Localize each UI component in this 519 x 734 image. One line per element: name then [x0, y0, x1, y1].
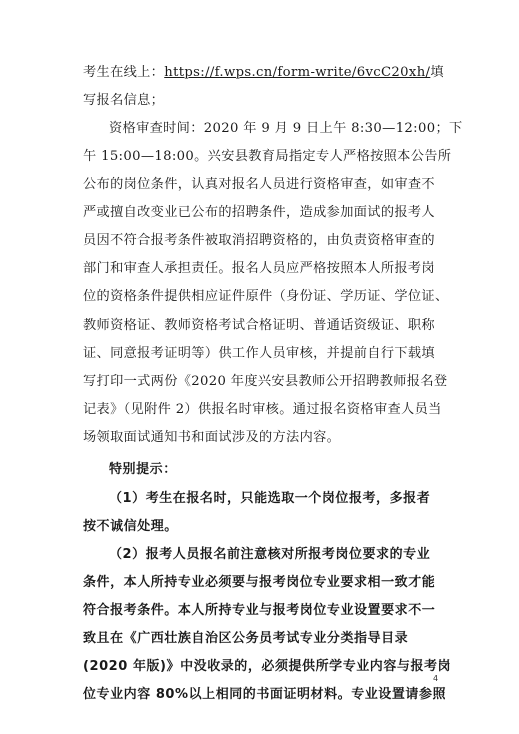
document-line: （2）报考人员报名前注意核对所报考岗位要求的专业: [109, 547, 431, 562]
document-line: 场领取面试通知书和面试涉及的方法内容。: [83, 430, 341, 445]
document-line: 位的资格条件提供相应证件原件（身份证、学历证、学位证、: [83, 289, 449, 304]
document-line: 写打印一式两份《2020 年度兴安县教师公开招聘教师报名登: [83, 374, 448, 389]
document-line: 证、同意报考证明等）供工作人员审核，并提前自行下载填: [83, 346, 435, 361]
document-line: 条件，本人所持专业必须要与报考岗位专业要求相一致才能: [83, 575, 436, 590]
document-line: 记表》（见附件 2）供报名时审核。通过报名资格审查人员当: [83, 402, 442, 417]
document-line: 位专业内容 80%以上相同的书面证明材料。专业设置请参照: [83, 687, 447, 702]
form-link[interactable]: https://f.wps.cn/form-write/6vcC20xh/: [164, 65, 431, 80]
document-line: 资格审查时间：2020 年 9 月 9 日上午 8:30—12:00；下: [109, 121, 463, 136]
document-line: 午 15:00—18:00。兴安县教育局指定专人严格按照本公告所: [83, 149, 452, 164]
line-text: 考生在线上：: [83, 65, 165, 80]
document-line: 符合报考条件。本人所持专业与报考岗位专业设置要求不一: [83, 603, 436, 618]
document-line: 严或擅自改变业已公布的招聘条件，造成参加面试的报考人: [83, 205, 435, 220]
page-number: 4: [433, 674, 439, 683]
document-line: （1）考生在报名时，只能选取一个岗位报考，多报者: [109, 491, 431, 506]
document-line: 按不诚信处理。: [83, 519, 178, 534]
document-line: [83, 64, 444, 82]
document-line: 致且在《广西壮族自治区公务员考试专业分类指导目录: [83, 631, 409, 646]
document-line: 写报名信息；: [83, 93, 165, 108]
document-line: 员因不符合报考条件被取消招聘资格的，由负责资格审查的: [83, 233, 435, 248]
document-line: 教师资格证、教师资格考试合格证明、普通话资级证、职称: [83, 318, 435, 333]
line-text: 填: [430, 65, 444, 80]
document-line: 特别提示：: [109, 462, 177, 477]
document-line: 公布的岗位条件，认真对报名人员进行资格审查，如审查不: [83, 177, 435, 192]
document-line: (2020 年版)》中没收录的，必须提供所学专业内容与报考岗: [83, 659, 452, 674]
document-line: 部门和审查人承担责任。报名人员应严格按照本人所报考岗: [83, 261, 435, 276]
